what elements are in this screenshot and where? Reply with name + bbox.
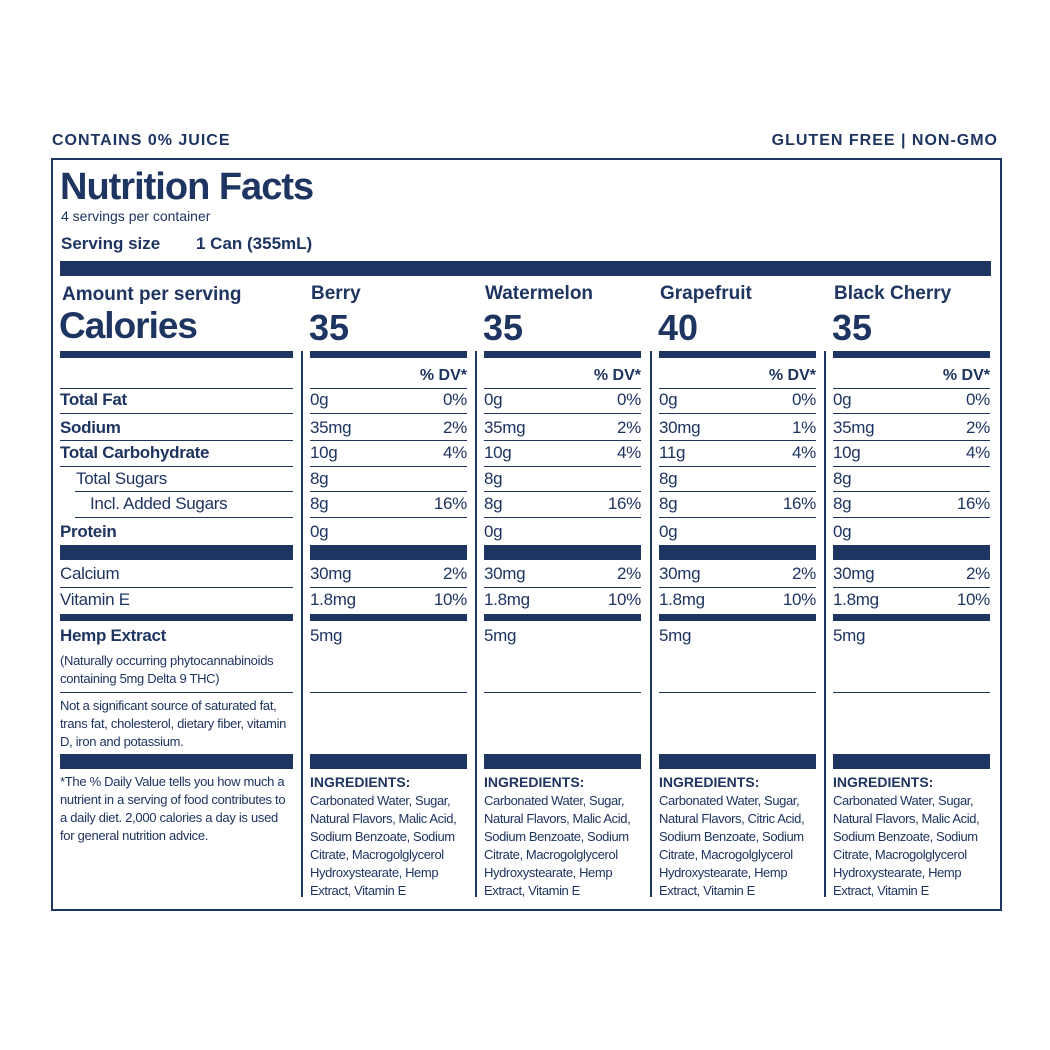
bottom-bar bbox=[310, 754, 467, 769]
left-calories-bar bbox=[60, 351, 293, 358]
amount-fat: 0g bbox=[310, 390, 329, 409]
row-sodium: Sodium bbox=[60, 418, 121, 437]
dv-carb: 4% bbox=[966, 443, 990, 462]
divider bbox=[833, 466, 990, 467]
flavor-calories: 35 bbox=[832, 307, 873, 348]
flavor-calories: 35 bbox=[483, 307, 524, 348]
divider bbox=[75, 517, 293, 518]
amount-added: 8g bbox=[659, 494, 678, 513]
vitamin-bar bbox=[484, 614, 641, 621]
amount-protein: 0g bbox=[310, 522, 329, 541]
divider bbox=[659, 466, 816, 467]
amount-carb: 10g bbox=[833, 443, 861, 462]
amount-calcium: 30mg bbox=[833, 564, 875, 583]
divider bbox=[60, 466, 293, 467]
top-thick-bar bbox=[60, 261, 991, 276]
divider bbox=[484, 491, 641, 492]
dv-calcium: 2% bbox=[966, 564, 990, 583]
bottom-bar bbox=[833, 754, 990, 769]
dv-sodium: 2% bbox=[617, 418, 641, 437]
ingredients-heading: INGREDIENTS: bbox=[833, 774, 934, 790]
daily-value-footnote: *The % Daily Value tells you how much a nutrient in a serving of food contributes to a daily diet. 2,000 calories a day is used for general nutrition advice. bbox=[60, 774, 286, 843]
flavor-name: Berry bbox=[311, 283, 361, 304]
dv-added: 16% bbox=[956, 494, 990, 513]
divider bbox=[659, 413, 816, 414]
divider bbox=[310, 587, 467, 588]
amount-carb: 10g bbox=[484, 443, 512, 462]
amount-vite: 1.8mg bbox=[310, 590, 356, 609]
amount-vite: 1.8mg bbox=[833, 590, 879, 609]
flavor-name: Black Cherry bbox=[834, 283, 952, 304]
dv-fat: 0% bbox=[966, 390, 990, 409]
divider bbox=[484, 388, 641, 389]
dv-vite: 10% bbox=[433, 590, 467, 609]
divider bbox=[833, 587, 990, 588]
column-separator bbox=[650, 351, 652, 897]
mid-bar bbox=[484, 545, 641, 560]
flavor-calories: 35 bbox=[309, 307, 350, 348]
divider bbox=[833, 388, 990, 389]
divider bbox=[310, 491, 467, 492]
ingredients-heading: INGREDIENTS: bbox=[659, 774, 760, 790]
amount-hemp: 5mg bbox=[310, 626, 343, 645]
ingredients-list: Carbonated Water, Sugar, Natural Flavors, Citric Acid, Sodium Benzoate, Sodium Citrate, Macrogolglycerol Hydroxystearate, Hemp Extract, Vitamin E bbox=[659, 793, 805, 898]
amount-sodium: 35mg bbox=[310, 418, 352, 437]
row-hemp-extract: Hemp Extract bbox=[60, 626, 166, 645]
flavor-name: Grapefruit bbox=[660, 283, 752, 304]
divider bbox=[60, 692, 293, 693]
divider bbox=[60, 413, 293, 414]
row-total-carb: Total Carbohydrate bbox=[60, 443, 210, 462]
amount-added: 8g bbox=[484, 494, 503, 513]
dv-added: 16% bbox=[782, 494, 816, 513]
column-separator bbox=[475, 351, 477, 897]
ingredients-heading: INGREDIENTS: bbox=[484, 774, 585, 790]
calories-bar bbox=[659, 351, 816, 358]
divider bbox=[833, 692, 990, 693]
amount-sugars: 8g bbox=[659, 469, 678, 488]
amount-fat: 0g bbox=[659, 390, 678, 409]
row-total-sugars: Total Sugars bbox=[76, 469, 167, 488]
divider bbox=[60, 388, 293, 389]
hemp-note: (Naturally occurring phytocannabinoids containing 5mg Delta 9 THC) bbox=[60, 653, 274, 686]
dv-carb: 4% bbox=[443, 443, 467, 462]
amount-calcium: 30mg bbox=[484, 564, 526, 583]
vitamin-bar bbox=[833, 614, 990, 621]
gluten-free-note: GLUTEN FREE | NON-GMO bbox=[771, 132, 998, 149]
dv-fat: 0% bbox=[617, 390, 641, 409]
not-significant-note: Not a significant source of saturated fat, trans fat, cholesterol, dietary fiber, vitamin D, iron and potassium. bbox=[60, 698, 287, 749]
amount-sugars: 8g bbox=[310, 469, 329, 488]
amount-sugars: 8g bbox=[833, 469, 852, 488]
mid-bar bbox=[833, 545, 990, 560]
dv-added: 16% bbox=[607, 494, 641, 513]
amount-fat: 0g bbox=[484, 390, 503, 409]
ingredients-list: Carbonated Water, Sugar, Natural Flavors, Malic Acid, Sodium Benzoate, Sodium Citrate, Macrogolglycerol Hydroxystearate, Hemp Extract, Vitamin E bbox=[310, 793, 457, 898]
dv-header: % DV* bbox=[942, 367, 990, 384]
dv-calcium: 2% bbox=[792, 564, 816, 583]
serving-size-value: 1 Can (355mL) bbox=[196, 234, 313, 253]
dv-header: % DV* bbox=[593, 367, 641, 384]
divider bbox=[484, 587, 641, 588]
amount-carb: 10g bbox=[310, 443, 338, 462]
bottom-bar bbox=[659, 754, 816, 769]
divider bbox=[60, 587, 293, 588]
calories-bar bbox=[484, 351, 641, 358]
left-bottom-bar bbox=[60, 754, 293, 769]
row-calcium: Calcium bbox=[60, 564, 120, 583]
row-vitamin-e: Vitamin E bbox=[60, 590, 130, 609]
dv-sodium: 1% bbox=[792, 418, 816, 437]
amount-vite: 1.8mg bbox=[659, 590, 705, 609]
divider bbox=[484, 466, 641, 467]
divider bbox=[310, 692, 467, 693]
dv-carb: 4% bbox=[792, 443, 816, 462]
calories-bar bbox=[833, 351, 990, 358]
ingredients-list: Carbonated Water, Sugar, Natural Flavors, Malic Acid, Sodium Benzoate, Sodium Citrate, Macrogolglycerol Hydroxystearate, Hemp Extract, Vitamin E bbox=[833, 793, 980, 898]
vitamin-bar bbox=[659, 614, 816, 621]
amount-hemp: 5mg bbox=[833, 626, 866, 645]
left-vitamin-bar bbox=[60, 614, 293, 621]
dv-sodium: 2% bbox=[966, 418, 990, 437]
row-total-fat: Total Fat bbox=[60, 390, 127, 409]
dv-vite: 10% bbox=[607, 590, 641, 609]
bottom-bar bbox=[484, 754, 641, 769]
dv-vite: 10% bbox=[782, 590, 816, 609]
divider bbox=[833, 491, 990, 492]
mid-bar bbox=[659, 545, 816, 560]
amount-hemp: 5mg bbox=[484, 626, 517, 645]
vitamin-bar bbox=[310, 614, 467, 621]
dv-header: % DV* bbox=[419, 367, 467, 384]
row-added-sugars: Incl. Added Sugars bbox=[90, 494, 228, 513]
amount-hemp: 5mg bbox=[659, 626, 692, 645]
amount-calcium: 30mg bbox=[310, 564, 352, 583]
amount-protein: 0g bbox=[484, 522, 503, 541]
divider bbox=[310, 413, 467, 414]
divider bbox=[833, 517, 990, 518]
mid-bar bbox=[310, 545, 467, 560]
amount-per-serving: Amount per serving bbox=[62, 284, 242, 305]
calories-label: Calories bbox=[59, 305, 198, 346]
divider bbox=[659, 388, 816, 389]
ingredients-list: Carbonated Water, Sugar, Natural Flavors, Malic Acid, Sodium Benzoate, Sodium Citrate, Macrogolglycerol Hydroxystearate, Hemp Extract, Vitamin E bbox=[484, 793, 631, 898]
divider bbox=[484, 517, 641, 518]
divider bbox=[484, 692, 641, 693]
dv-added: 16% bbox=[433, 494, 467, 513]
divider bbox=[833, 440, 990, 441]
amount-fat: 0g bbox=[833, 390, 852, 409]
contains-juice-note: CONTAINS 0% JUICE bbox=[52, 132, 231, 149]
amount-sodium: 30mg bbox=[659, 418, 701, 437]
column-separator bbox=[824, 351, 826, 897]
divider bbox=[659, 517, 816, 518]
amount-sodium: 35mg bbox=[833, 418, 875, 437]
dv-vite: 10% bbox=[956, 590, 990, 609]
row-protein: Protein bbox=[60, 522, 117, 541]
divider bbox=[659, 440, 816, 441]
column-separator bbox=[301, 351, 303, 897]
dv-calcium: 2% bbox=[443, 564, 467, 583]
dv-carb: 4% bbox=[617, 443, 641, 462]
dv-header: % DV* bbox=[768, 367, 816, 384]
left-mid-bar bbox=[60, 545, 293, 560]
dv-sodium: 2% bbox=[443, 418, 467, 437]
divider bbox=[310, 517, 467, 518]
divider bbox=[310, 388, 467, 389]
divider bbox=[833, 413, 990, 414]
amount-calcium: 30mg bbox=[659, 564, 701, 583]
flavor-name: Watermelon bbox=[485, 283, 594, 304]
divider bbox=[310, 440, 467, 441]
dv-calcium: 2% bbox=[617, 564, 641, 583]
servings-per-container: 4 servings per container bbox=[61, 208, 211, 224]
serving-size-label: Serving size bbox=[61, 234, 161, 253]
dv-fat: 0% bbox=[792, 390, 816, 409]
amount-carb: 11g bbox=[659, 443, 686, 462]
amount-sugars: 8g bbox=[484, 469, 503, 488]
amount-protein: 0g bbox=[833, 522, 852, 541]
divider bbox=[484, 440, 641, 441]
divider bbox=[310, 466, 467, 467]
amount-added: 8g bbox=[310, 494, 329, 513]
panel-title: Nutrition Facts bbox=[60, 166, 314, 208]
amount-vite: 1.8mg bbox=[484, 590, 530, 609]
divider bbox=[60, 440, 293, 441]
amount-protein: 0g bbox=[659, 522, 678, 541]
flavor-calories: 40 bbox=[658, 307, 699, 348]
divider bbox=[659, 692, 816, 693]
dv-fat: 0% bbox=[443, 390, 467, 409]
divider bbox=[659, 587, 816, 588]
divider bbox=[659, 491, 816, 492]
divider bbox=[484, 413, 641, 414]
ingredients-heading: INGREDIENTS: bbox=[310, 774, 411, 790]
calories-bar bbox=[310, 351, 467, 358]
divider bbox=[75, 491, 293, 492]
amount-sodium: 35mg bbox=[484, 418, 526, 437]
amount-added: 8g bbox=[833, 494, 852, 513]
